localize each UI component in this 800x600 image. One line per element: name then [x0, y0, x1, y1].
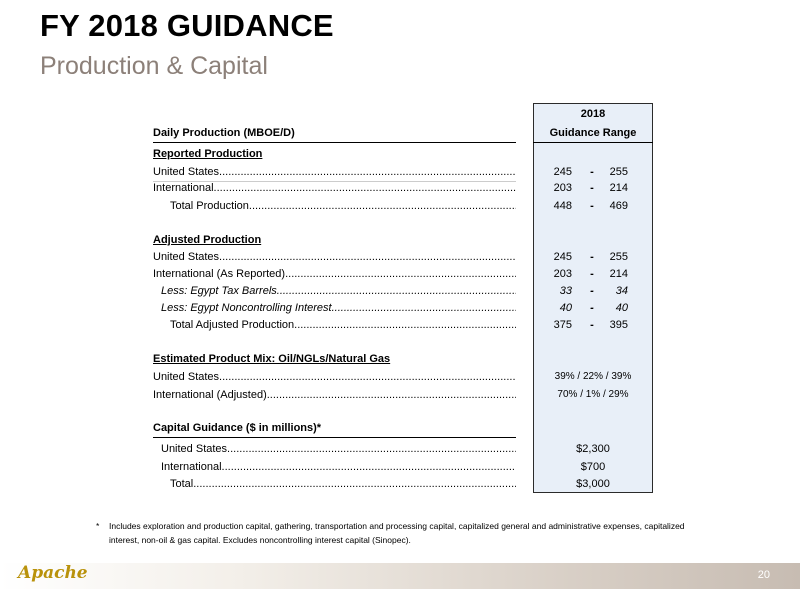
row-label: Total Adjusted Production	[170, 319, 295, 331]
table-row	[0, 319, 800, 337]
capital-value: $2,300	[576, 443, 610, 455]
row-label: International	[153, 182, 214, 194]
range-low: 33	[559, 285, 572, 297]
section-heading: Estimated Product Mix: Oil/NGLs/Natural Gas	[153, 353, 391, 365]
column-year-header: 2018	[580, 108, 606, 120]
row-label: Less: Egypt Tax Barrels	[161, 285, 277, 297]
row-label: International (Adjusted)	[153, 389, 267, 401]
row-label: International (As Reported)	[153, 268, 286, 280]
row-label: United States	[161, 443, 228, 455]
table-row	[0, 200, 800, 218]
row-label: Total Production	[170, 200, 249, 212]
footnote-text: Includes exploration and production capital, gathering, transportation and processing capital, capitalized general and administrative expenses, capitalized interest, non-oil & gas capital. Excludes noncontrolling interest capital (Sinopec).	[109, 521, 685, 545]
range-low: 448	[553, 200, 572, 212]
range-dash: -	[590, 268, 594, 280]
table-row	[0, 371, 800, 389]
row-label: Total	[170, 478, 194, 490]
section-heading-row	[0, 148, 800, 166]
table-row	[0, 251, 800, 269]
range-dash: -	[590, 166, 594, 178]
product-mix-value: 39% / 22% / 39%	[554, 371, 632, 382]
row-label: Less: Egypt Noncontrolling Interest	[161, 302, 332, 314]
range-dash: -	[590, 200, 594, 212]
range-low: 245	[553, 251, 572, 263]
table-row	[0, 182, 800, 200]
table-row	[0, 443, 800, 461]
range-high: 255	[609, 166, 628, 178]
section-heading-row	[0, 353, 800, 371]
page-number: 20	[757, 569, 770, 581]
range-low: 203	[553, 268, 572, 280]
page-subtitle: Production & Capital	[40, 52, 268, 80]
column-range-header: Guidance Range	[549, 127, 637, 139]
capital-value: $3,000	[576, 478, 610, 490]
range-high: 34	[615, 285, 628, 297]
section-heading: Reported Production	[153, 148, 263, 160]
range-dash: -	[590, 319, 594, 331]
row-label: United States	[153, 166, 220, 178]
footer-bar	[0, 563, 800, 589]
table-row	[0, 285, 800, 303]
range-low: 40	[559, 302, 572, 314]
footnote-marker: *	[96, 521, 100, 531]
row-divider	[153, 181, 516, 182]
section-heading: Capital Guidance ($ in millions)*	[153, 422, 322, 434]
range-low: 375	[553, 319, 572, 331]
capital-value: $700	[580, 461, 606, 473]
range-high: 255	[609, 251, 628, 263]
header-rule-left	[153, 142, 516, 143]
range-low: 203	[553, 182, 572, 194]
header-rule-right	[533, 142, 653, 143]
row-label: United States	[153, 251, 220, 263]
table-row	[0, 389, 800, 407]
range-high: 214	[609, 268, 628, 280]
capital-heading-rule	[153, 437, 516, 438]
range-high: 40	[615, 302, 628, 314]
product-mix-value: 70% / 1% / 29%	[557, 389, 629, 400]
table-row	[0, 302, 800, 320]
section-heading-row	[0, 234, 800, 252]
table-row	[0, 461, 800, 479]
range-dash: -	[590, 285, 594, 297]
row-label: United States	[153, 371, 220, 383]
row-label: International	[161, 461, 222, 473]
footnote	[96, 519, 716, 547]
range-high: 395	[609, 319, 628, 331]
range-high: 469	[609, 200, 628, 212]
range-dash: -	[590, 182, 594, 194]
table-row	[0, 268, 800, 286]
daily-production-header: Daily Production (MBOE/D)	[153, 127, 295, 139]
range-high: 214	[609, 182, 628, 194]
section-heading: Adjusted Production	[153, 234, 262, 246]
range-low: 245	[553, 166, 572, 178]
range-dash: -	[590, 251, 594, 263]
range-dash: -	[590, 302, 594, 314]
company-logo: Apache	[18, 563, 88, 583]
page-title: FY 2018 GUIDANCE	[40, 8, 334, 43]
table-row	[0, 478, 800, 496]
